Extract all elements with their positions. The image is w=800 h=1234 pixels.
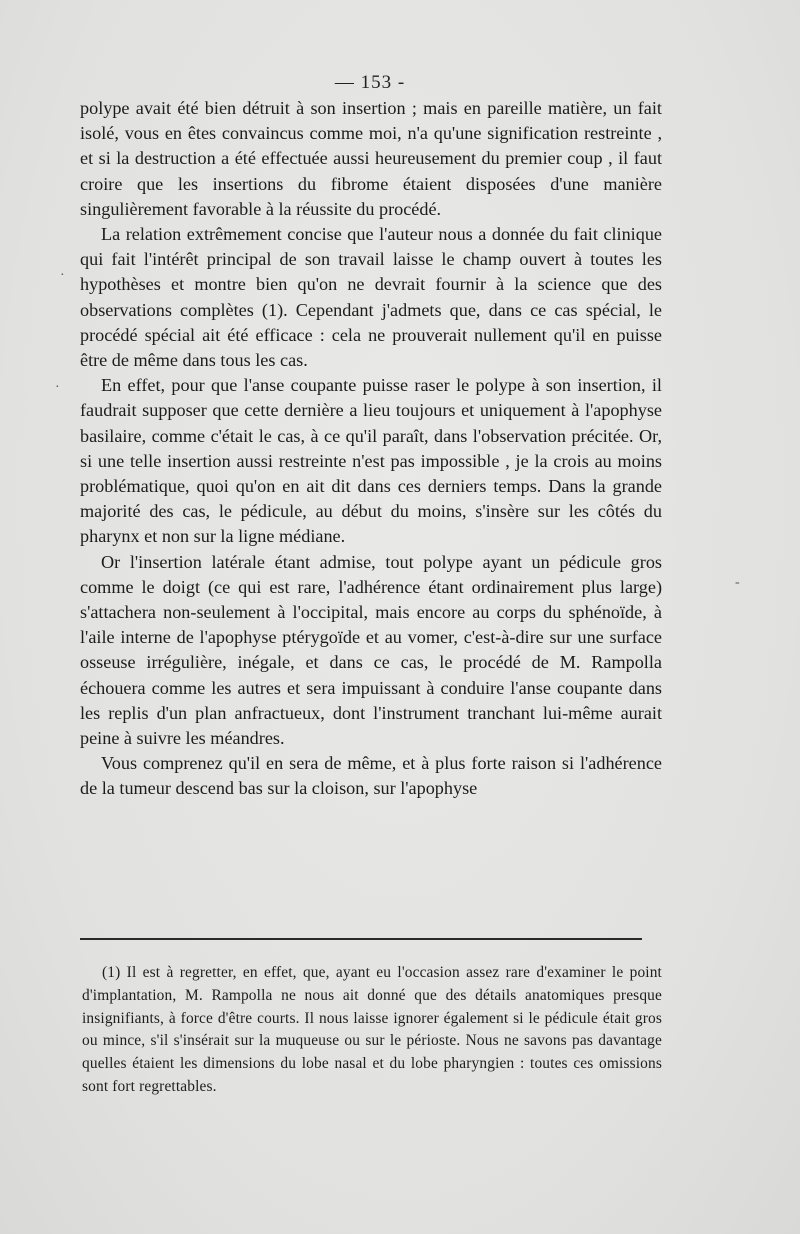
margin-speck-mark: · — [55, 380, 60, 395]
margin-speck-mark: - — [735, 575, 740, 590]
paragraph-3: En effet, pour que l'anse coupante puisse raser le polype à son insertion, il faudrait supposer que cette dernière a lieu toujours et uniquement à l'apophyse basilaire, comme c'était le cas, à ce qu'il paraît, dans l'observation précitée. Or, si une telle insertion aussi restreinte n'est pas impossible , je la crois au moins problématique, quoi qu'on en ait dit dans ces derniers temps. Dans la grande majorité des cas, le pédicule, au début du moins, s'insère sur les côtés du pharynx et non sur la ligne médiane. — [80, 375, 662, 547]
footnote-text: (1) Il est à regretter, en effet, que, ayant eu l'occasion assez rare d'examiner le point d'implantation, M. Rampolla ne nous ait donné que des détails anatomiques presque insignifiants, à force d'être courts. Il nous laisse ignorer également si le pédicule était gros ou mince, s'il s'insérait sur la muqueuse ou sur le périoste. Nous ne savons pas davantage quelles étaient les dimensions du lobe nasal et du lobe pharyngien : toutes ces omissions sont fort regrettables. — [82, 964, 662, 1095]
body-text — [80, 96, 662, 802]
paragraph-5: Vous comprenez qu'il en sera de même, et à plus forte raison si l'adhérence de la tumeur descend bas sur la cloison, sur l'apophyse — [80, 753, 662, 799]
paragraph-2: La relation extrêmement concise que l'auteur nous a donnée du fait clinique qui fait l'intérêt principal de son travail laisse le champ ouvert à toutes les hypothèses et montre bien qu'on ne devrait fournir à la science que des observations complètes (1). Cependant j'admets que, dans ce cas spécial, le procédé spécial ait été efficace : cela ne prouverait nullement qu'il en puisse être de même dans tous les cas. — [80, 224, 662, 371]
paragraph-4: Or l'insertion latérale étant admise, tout polype ayant un pédicule gros comme le doigt (ce qui est rare, l'adhérence étant ordinairement plus large) s'attachera non-seulement à l'occipital, mais encore au corps du sphénoïde, à l'aile interne de l'apophyse ptérygoïde et au vomer, c'est-à-dire sur une surface osseuse irrégulière, inégale, et dans ce cas, le procédé de M. Rampolla échouera comme les autres et sera impuissant à conduire l'anse coupante dans les replis d'un plan anfractueux, dont l'instrument tranchant lui-même aurait peine à suivre les méandres. — [80, 551, 662, 749]
margin-speck-mark: · — [60, 268, 65, 283]
footnote — [82, 962, 662, 1099]
paragraph-1: polype avait été bien détruit à son insertion ; mais en pareille matière, un fait isolé, vous en êtes convaincus comme moi, n'a qu'une signification restreinte , et si la destruction a été effectuée aussi heureusement du premier coup , il faut croire que les insertions du fibrome étaient disposées d'une manière singulièrement favorable à la réussite du procédé. — [80, 98, 662, 219]
footnote-separator — [80, 938, 642, 940]
page-number: — 153 - — [334, 72, 406, 93]
